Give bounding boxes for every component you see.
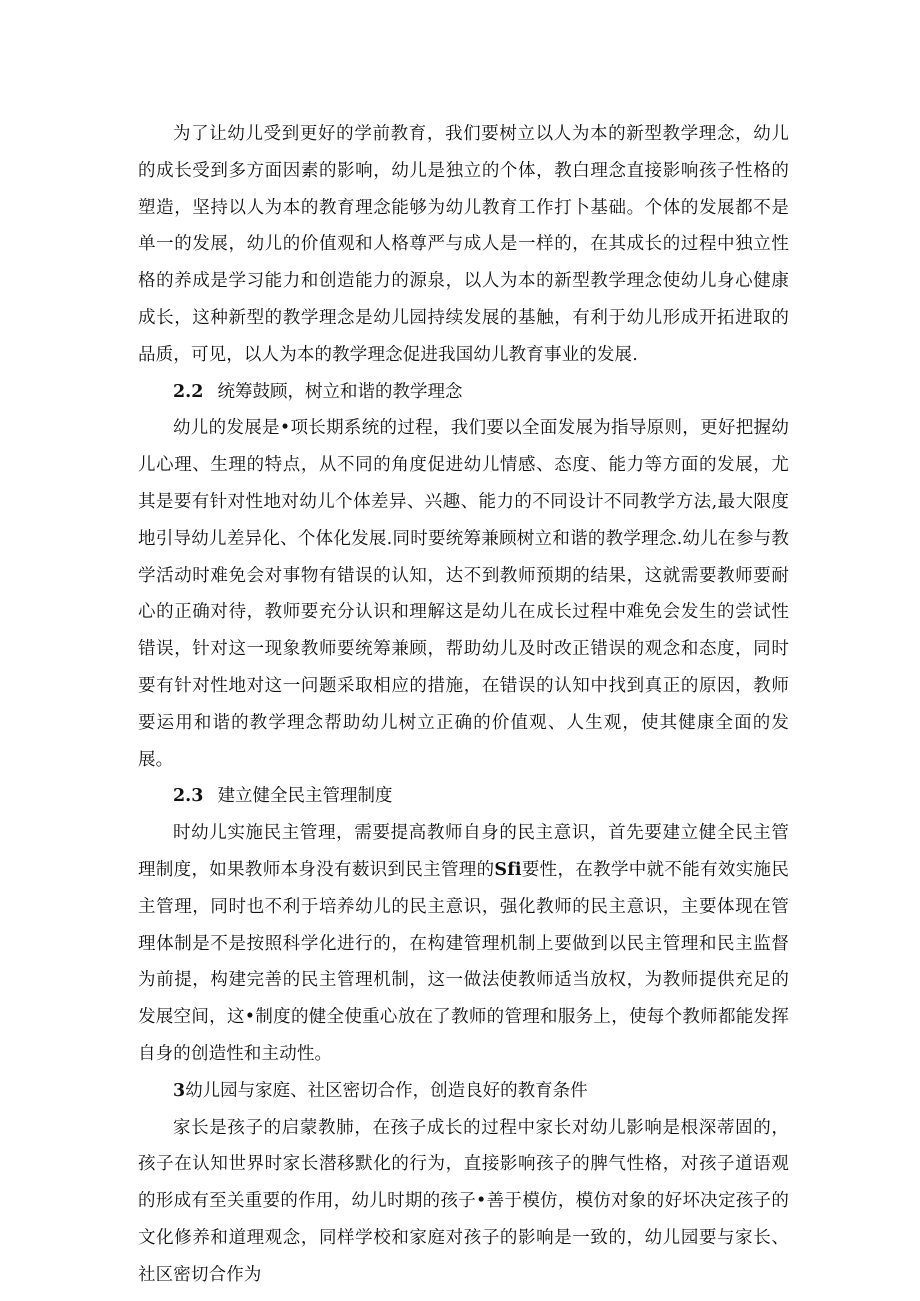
ocr-artifact-text: Sfi [494,859,522,880]
section-title: 幼儿园与家庭、社区密切合作，创造良好的教育条件 [185,1080,588,1101]
section-number: 2.2 [173,381,204,402]
paragraph-teaching-philosophy: 为了让幼儿受到更好的学前教育，我们要树立以人为本的新型教学理念，幼儿的成长受到多方面因素的影响，幼儿是独立的个体，教白理念直接影响孩子性格的塑造，坚持以人为本的教育理念能够为幼儿教育工作打卜基础。个体的发展都不是单一的发展，幼儿的价值观和人格尊严与成人是一样的，在其成长的过程中独立性格的养成是学习能力和创造能力的源泉，以人为本的新型教学理念使幼儿身心健康成长，这种新型的教学理念是幼儿园持续发展的基触，有利于幼儿形成开拓进取的品质，可见，以人为本的教学理念促进我国幼儿教育事业的发展. [138,124,789,365]
paragraph-family-community: 家长是孩子的启蒙教肺，在孩子成长的过程中家长对幼儿影响是根深蒂固的，孩子在认知世界时家长潜移默化的行为，直接影响孩子的脾气性格，对孩子道语观的形成有至关重要的作用，幼儿时期的孩子•善于模仿，模仿对象的好坏决定孩子的文化修养和道理观念，同样学校和家庭对孩子的影响是一致的，幼儿园要与家长、社区密切合作为 [138,1117,789,1285]
section-heading-2-3 [138,778,789,815]
paragraph-democratic-management [138,815,789,1073]
section-heading-3 [138,1073,789,1110]
document-body [138,116,789,1294]
section-title: 建立健全民主管理制度 [217,786,393,807]
paragraph-holistic-development: 幼儿的发展是•项长期系统的过程，我们要以全面发展为指导原则，更好把握幼儿心理、生理的特点，从不同的角度促进幼儿情感、态度、能力等方面的发展，尤其是要有针对性地对幼儿个体差异、兴趣、能力的不同设计不同教学方法,最大限度地引导幼儿差异化、个体化发展.同时要统筹兼顾树立和谐的教学理念.幼儿在参与教学活动时难免会对事物有错误的认知，达不到教师预期的结果，这就需要教师要耐心的正确对待，教师要充分认识和理解这是幼儿在成长过程中难免会发生的尝试性错误，针对这一现象教师要统筹兼顾，帮助幼儿及时改正错误的观念和态度，同时要有针对性地对这一问题采取相应的措施，在错误的认知中找到真正的原因，教师要运用和谐的教学理念帮助幼儿树立正确的价值观、人生观，使其健康全面的发展。 [138,418,789,770]
section-number: 2.3 [173,786,204,807]
paragraph-text: 要性，在教学中就不能有效实施民主管理，同时也不利于培养幼儿的民主意识，强化教师的民主意识，主要体现在管理体制是不是按照科学化进行的，在构建管理机制上要做到以民主管理和民主监督为前提，构建完善的民主管理机制，这一做法使教师适当放权，为教师提供充足的发展空间，这•制度的健全使重心放在了教师的管理和服务上，使每个教师都能发挥自身的创造性和主动性。 [138,859,790,1064]
paragraph-text: 时幼儿实施民主管理，需要提高教师自身的民主意识，首先要建立健全民主管理制度，如果教师本身没有薮识到民主管理的 [138,823,789,880]
section-heading-2-2 [138,374,789,411]
section-title: 统筹鼓顾，树立和谐的教学理念 [217,381,463,402]
section-number: 3 [173,1080,186,1101]
